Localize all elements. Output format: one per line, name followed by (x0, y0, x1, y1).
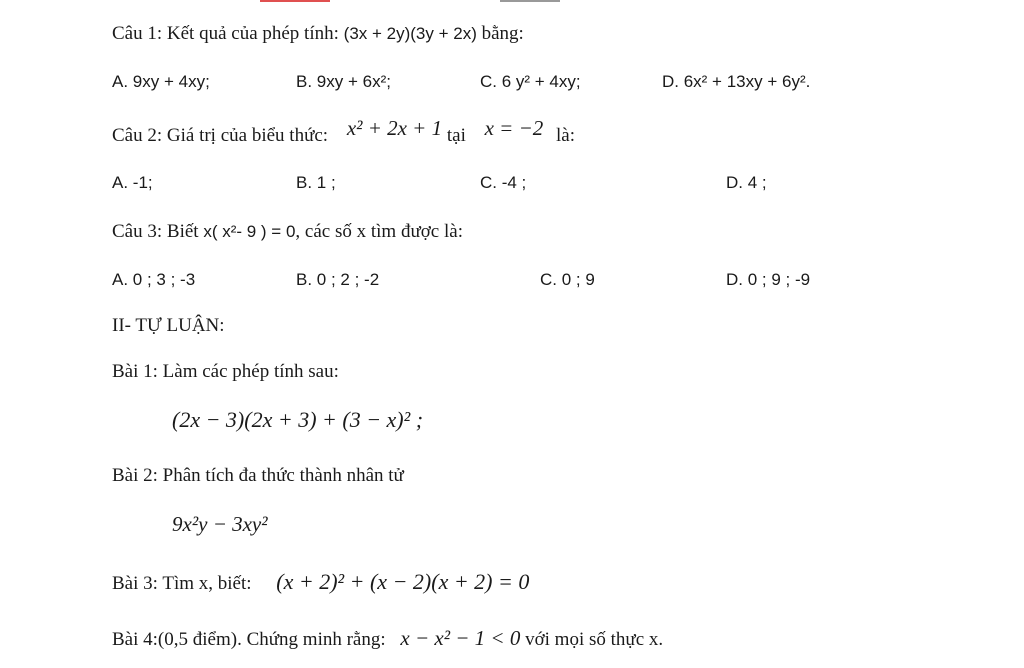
q1-label: Câu 1: (112, 23, 163, 44)
q2-expr: x² + 2x + 1 (346, 116, 443, 140)
q1-option-c: C. 6 y² + 4xy; (480, 72, 581, 91)
q2-option-a: A. -1; (112, 173, 153, 192)
q3-option-b: B. 0 ; 2 ; -2 (296, 270, 380, 289)
bai4-label: Bài 4: (112, 629, 158, 650)
q3-label: Câu 3: (112, 221, 163, 242)
q2-cond: x = −2 (484, 116, 544, 140)
q1-option-b: B. 9xy + 6x²; (296, 72, 391, 91)
q1-option-d: D. 6x² + 13xy + 6y². (662, 72, 811, 91)
bai1-expr: (2x − 3)(2x + 3) + (3 − x)² ; (172, 407, 424, 432)
bai1-label: Bài 1: (112, 361, 158, 382)
q3-text: Biết (166, 221, 199, 242)
q2-option-c: C. -4 ; (480, 173, 527, 192)
q3-option-d: D. 0 ; 9 ; -9 (726, 270, 811, 289)
bai3-text: Tìm x, biết: (162, 573, 252, 594)
q3-option-c: C. 0 ; 9 (540, 270, 595, 289)
q1-expr: (3x + 2y)(3y + 2x) (343, 24, 477, 43)
q2-text: Giá trị của biểu thức: (166, 125, 329, 146)
q2-option-b: B. 1 ; (296, 173, 336, 192)
q1-tail: bằng: (481, 23, 524, 44)
q1-line (112, 22, 524, 46)
q3-option-a: A. 0 ; 3 ; -3 (112, 270, 196, 289)
q3-line (112, 220, 463, 244)
q1-text: Kết quả của phép tính: (166, 23, 339, 44)
bai1-line (112, 360, 339, 384)
q1-option-a: A. 9xy + 4xy; (112, 72, 210, 91)
top-gray-mark (500, 0, 560, 2)
bai2-expr: 9x²y − 3xy² (172, 512, 268, 536)
q2-label: Câu 2: (112, 125, 163, 146)
bai4-line (112, 626, 663, 652)
bai4-tail: với mọi số thực x. (525, 629, 664, 650)
bai2-label: Bài 2: (112, 465, 158, 486)
bai1-text: Làm các phép tính sau: (162, 361, 339, 382)
q2-mid: tại (446, 125, 466, 146)
section-title: II- TỰ LUẬN: (112, 315, 225, 336)
bai2-text: Phân tích đa thức thành nhân tử (162, 465, 404, 486)
q2-option-d: D. 4 ; (726, 173, 767, 192)
bai4-expr: x − x² − 1 < 0 (400, 626, 521, 650)
bai3-line (112, 570, 529, 596)
q3-expr: x( x²- 9 ) = 0 (203, 222, 296, 241)
q2-tail: là: (556, 125, 576, 146)
top-red-mark (260, 0, 330, 2)
bai3-label: Bài 3: (112, 573, 158, 594)
bai4-text: (0,5 điểm). Chứng minh rằng: (157, 629, 386, 650)
bai3-expr: (x + 2)² + (x − 2)(x + 2) = 0 (276, 569, 530, 594)
bai2-line (112, 464, 404, 488)
q3-tail: , các số x tìm được là: (295, 221, 463, 242)
q2-line (112, 116, 576, 148)
